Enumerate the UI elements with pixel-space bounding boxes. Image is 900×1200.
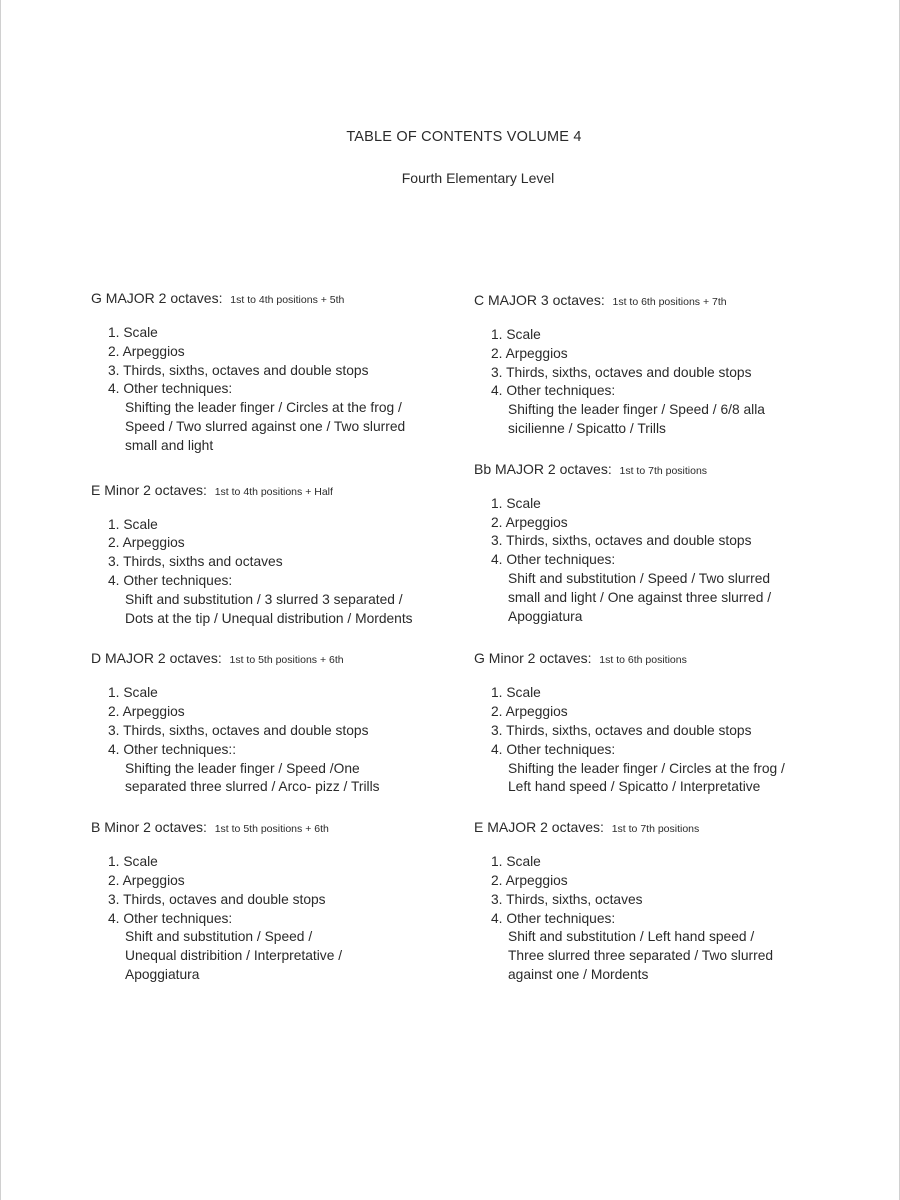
section-heading-key: G Minor 2 octaves: <box>474 650 592 667</box>
section-item: 1. Scale <box>491 685 541 701</box>
page-title: TABLE OF CONTENTS VOLUME 4 <box>346 129 582 145</box>
section-items <box>91 324 476 399</box>
section-heading <box>474 817 874 839</box>
section-items <box>91 684 476 759</box>
section-item: 1. Scale <box>491 495 541 511</box>
section-item: 1. Scale <box>108 685 158 701</box>
section-item: 1. Scale <box>491 854 541 870</box>
section-heading <box>474 648 874 670</box>
section-heading <box>474 459 874 481</box>
toc-section <box>91 817 476 985</box>
section-heading <box>474 290 874 312</box>
section-item: 3. Thirds, sixths, octaves and double stops <box>108 722 369 738</box>
technique-detail-line: Shifting the leader finger / Circles at the frog / <box>125 400 402 416</box>
section-heading-positions: 1st to 5th positions + 6th <box>214 823 329 836</box>
section-heading-key: B Minor 2 octaves: <box>91 819 207 836</box>
section-item: 4. Other techniques:: <box>108 741 237 757</box>
technique-detail-line: small and light / One against three slurred / <box>508 589 772 605</box>
section-heading-positions: 1st to 4th positions + Half <box>214 485 333 498</box>
page-subtitle: Fourth Elementary Level <box>401 170 555 186</box>
section-item: 2. Arpeggios <box>108 872 185 888</box>
technique-detail-line: against one / Mordents <box>508 966 649 982</box>
technique-detail-line: Shifting the leader finger / Circles at the frog / <box>508 760 785 776</box>
section-heading-key: C MAJOR 3 octaves: <box>474 292 605 308</box>
section-items <box>91 516 476 591</box>
section-item: 4. Other techniques: <box>491 741 616 757</box>
technique-detail-line: Apoggiatura <box>125 966 200 982</box>
section-heading-positions: 1st to 6th positions <box>599 654 687 667</box>
section-item: 1. Scale <box>108 325 158 340</box>
section-heading-key: E MAJOR 2 octaves: <box>474 819 604 836</box>
section-item: 2. Arpeggios <box>108 704 185 720</box>
section-heading-key: E Minor 2 octaves: <box>91 481 207 498</box>
toc-section <box>91 480 476 629</box>
section-heading <box>91 288 476 310</box>
section-item: 1. Scale <box>108 516 158 532</box>
section-item: 3. Thirds, sixths, octaves and double stops <box>491 722 752 738</box>
section-item: 3. Thirds, octaves and double stops <box>108 891 326 907</box>
technique-detail-line: Dots at the tip / Unequal distribution / Mordents <box>125 610 413 626</box>
section-item: 4. Other techniques: <box>108 910 233 926</box>
toc-section <box>474 459 874 627</box>
toc-section <box>474 648 874 797</box>
section-items <box>91 853 476 928</box>
section-items <box>474 853 874 928</box>
section-item: 2. Arpeggios <box>491 345 568 361</box>
section-heading <box>91 480 476 502</box>
toc-section <box>91 288 476 456</box>
section-item: 3. Thirds, sixths, octaves and double stops <box>491 533 752 549</box>
section-item: 3. Thirds, sixths, octaves and double stops <box>491 364 752 380</box>
technique-detail-line: Three slurred three separated / Two slurred <box>508 948 774 964</box>
right-column <box>474 270 874 985</box>
section-item: 3. Thirds, sixths and octaves <box>108 554 283 570</box>
section-heading <box>91 817 476 839</box>
toc-section <box>91 648 476 797</box>
section-item: 4. Other techniques: <box>108 572 233 588</box>
section-heading-positions: 1st to 7th positions <box>611 823 700 836</box>
section-item: 2. Arpeggios <box>491 704 568 720</box>
section-item: 2. Arpeggios <box>108 343 185 359</box>
technique-detail-line: Apoggiatura <box>508 608 583 624</box>
section-item: 1. Scale <box>108 854 158 870</box>
section-item: 2. Arpeggios <box>108 535 185 551</box>
section-items <box>474 495 874 570</box>
section-item: 4. Other techniques: <box>491 910 616 926</box>
section-heading-positions: 1st to 4th positions + 5th <box>230 294 345 306</box>
section-item: 3. Thirds, sixths, octaves and double stops <box>108 362 369 378</box>
technique-detail-line: Shift and substitution / 3 slurred 3 separated / <box>125 591 403 607</box>
technique-detail-line: Unequal distribition / Interpretative / <box>125 948 343 964</box>
section-heading-positions: 1st to 6th positions + 7th <box>612 296 727 308</box>
section-items <box>474 684 874 759</box>
technique-detail-line: Shifting the leader finger / Speed /One <box>125 760 360 776</box>
technique-detail-line: Left hand speed / Spicatto / Interpretative <box>508 779 761 795</box>
toc-section <box>474 817 874 985</box>
section-item: 4. Other techniques: <box>108 381 233 397</box>
section-heading-positions: 1st to 5th positions + 6th <box>229 654 344 667</box>
section-heading-positions: 1st to 7th positions <box>619 464 708 477</box>
section-items <box>474 326 874 401</box>
technique-detail-line: Shift and substitution / Speed / <box>125 929 313 945</box>
technique-detail-line: separated three slurred / Arco- pizz / Trills <box>125 779 380 795</box>
section-heading <box>91 648 476 670</box>
section-item: 1. Scale <box>491 327 541 342</box>
section-item: 2. Arpeggios <box>491 514 568 530</box>
technique-detail-line: sicilienne / Spicatto / Trills <box>508 420 666 436</box>
section-heading-key: G MAJOR 2 octaves: <box>91 290 223 306</box>
section-item: 4. Other techniques: <box>491 383 616 399</box>
technique-detail-line: Shift and substitution / Speed / Two slurred <box>508 570 771 586</box>
left-column <box>91 268 476 985</box>
section-item: 4. Other techniques: <box>491 552 616 568</box>
section-heading-key: Bb MAJOR 2 octaves: <box>474 460 612 477</box>
technique-detail-line: Shifting the leader finger / Speed / 6/8 alla <box>508 402 765 418</box>
toc-section <box>474 290 874 439</box>
technique-detail-line: small and light <box>125 437 214 453</box>
section-heading-key: D MAJOR 2 octaves: <box>91 650 222 667</box>
section-item: 3. Thirds, sixths, octaves <box>491 891 643 907</box>
section-item: 2. Arpeggios <box>491 872 568 888</box>
technique-detail-line: Shift and substitution / Left hand speed / <box>508 929 755 945</box>
technique-detail-line: Speed / Two slurred against one / Two slurred <box>125 418 406 434</box>
